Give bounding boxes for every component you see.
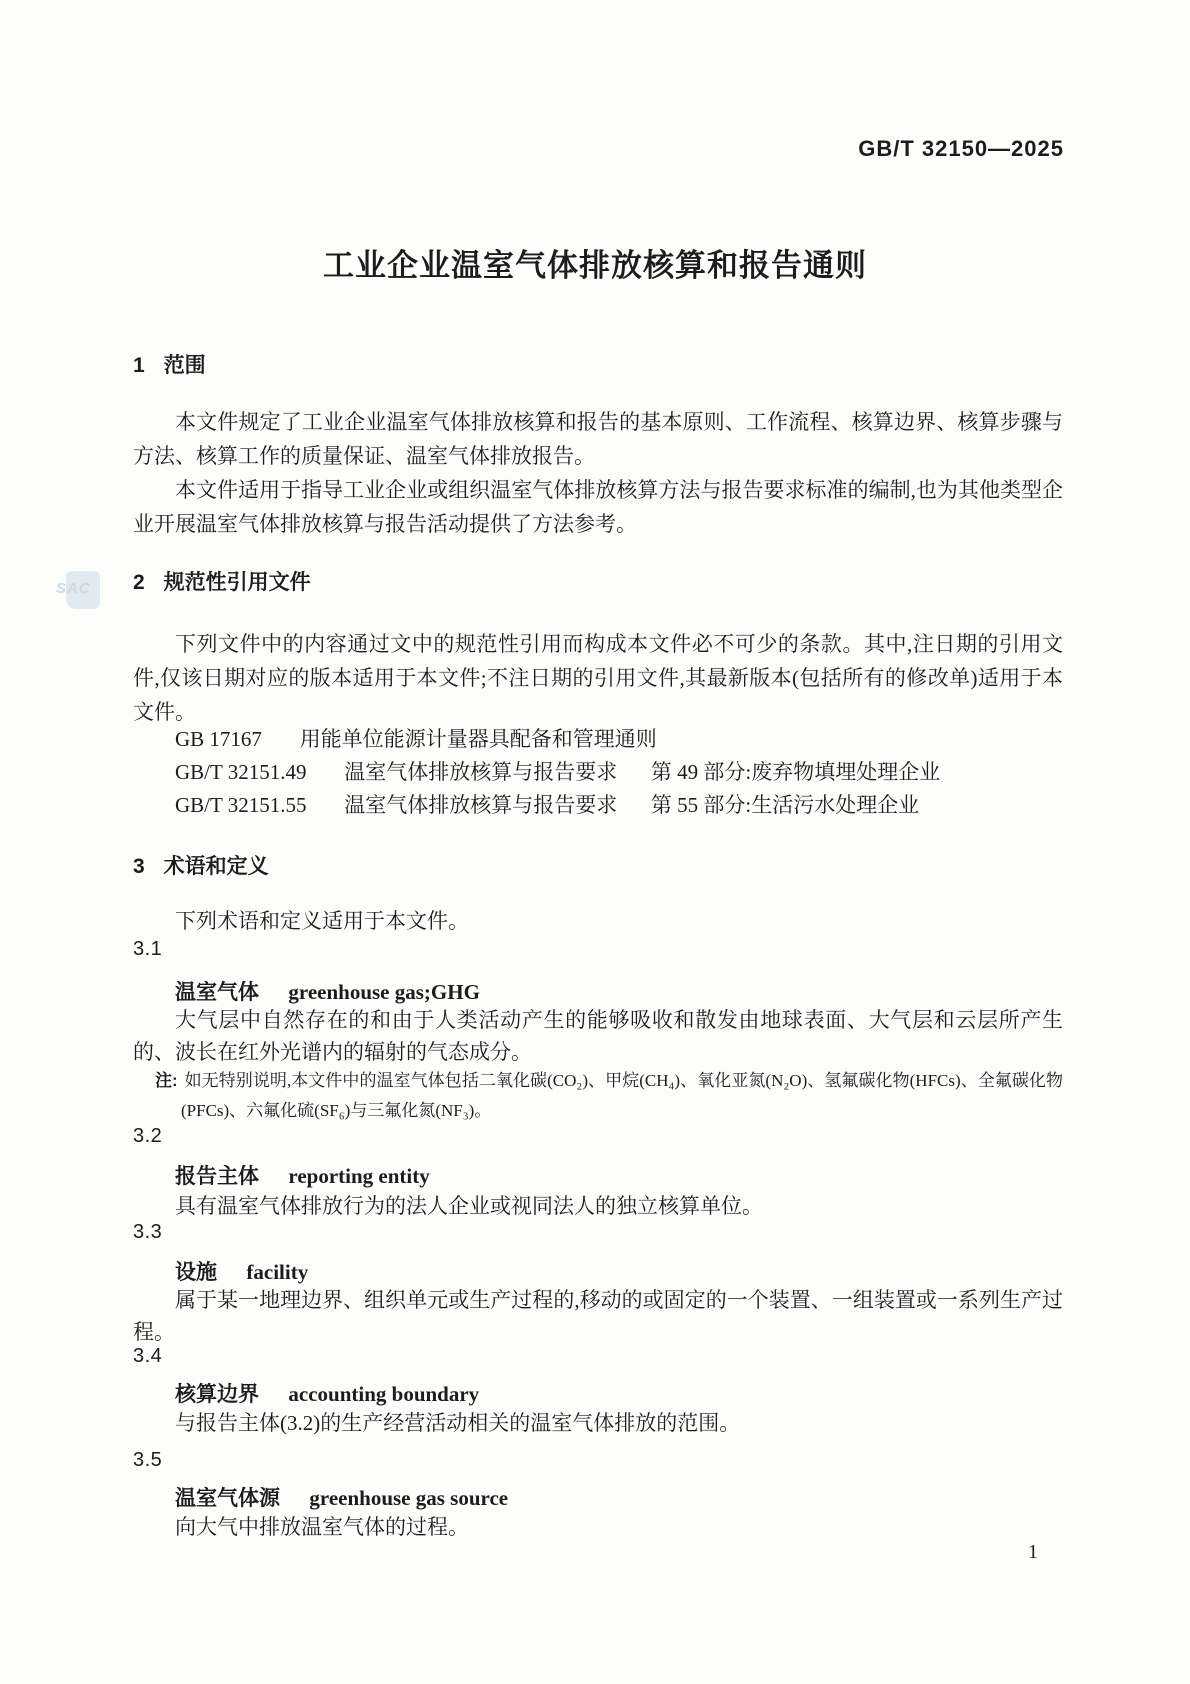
section-1-heading bbox=[133, 349, 206, 379]
term-entry-3-5 bbox=[175, 1483, 508, 1514]
section-2-body bbox=[133, 627, 1063, 729]
term-en-3-4: accounting boundary bbox=[288, 1382, 480, 1406]
note-text: 如无特别说明,本文件中的温室气体包括二氧化碳(CO₂)、甲烷(CH₄)、氧化亚氮(N₂O)、氢氟碳化物(HFCs)、全氟碳化物(PFCs)、六氟化硫(SF₆)与三氟化氮(NF₃)。 bbox=[181, 1071, 1063, 1120]
term-zh-3-2: 报告主体 bbox=[175, 1165, 259, 1188]
section-1-body bbox=[133, 405, 1063, 541]
term-definition-3-2 bbox=[133, 1190, 1063, 1222]
reference-item bbox=[175, 756, 1063, 789]
reference-item bbox=[175, 789, 1063, 822]
term-number-3-2: 3.2 bbox=[133, 1125, 163, 1147]
page-title: 工业企业温室气体排放核算和报告通则 bbox=[323, 248, 867, 283]
term-definition-text: 与报告主体(3.2)的生产经营活动相关的温室气体排放的范围。 bbox=[175, 1411, 741, 1435]
term-zh-3-5: 温室气体源 bbox=[175, 1487, 280, 1510]
term-number-3-1: 3.1 bbox=[133, 938, 163, 960]
section-3-number: 3 bbox=[133, 855, 145, 878]
reference-title: 温室气体排放核算与报告要求 bbox=[344, 760, 618, 784]
section-1-title: 范围 bbox=[163, 354, 206, 377]
reference-code: GB/T 32151.49 bbox=[175, 760, 307, 784]
term-entry-3-2 bbox=[175, 1161, 430, 1192]
note-label: 注: bbox=[155, 1071, 178, 1090]
term-definition-text: 属于某一地理边界、组织单元或生产过程的,移动的或固定的一个装置、一组装置或一系列生产过程。 bbox=[133, 1288, 1063, 1344]
term-entry-3-4 bbox=[175, 1379, 479, 1410]
term-number-3-5: 3.5 bbox=[133, 1449, 163, 1471]
section-2-title: 规范性引用文件 bbox=[163, 571, 311, 594]
reference-code: GB/T 32151.55 bbox=[175, 793, 307, 817]
term-number-3-3: 3.3 bbox=[133, 1221, 163, 1243]
reference-part: 第 49 部分:废弃物填埋处理企业 bbox=[650, 760, 941, 784]
sac-watermark-text: SAC bbox=[56, 580, 91, 597]
section-3-title: 术语和定义 bbox=[163, 855, 269, 878]
reference-title: 用能单位能源计量器具配备和管理通则 bbox=[299, 727, 657, 751]
term-definition-3-1 bbox=[133, 1004, 1063, 1068]
term-definition-text: 具有温室气体排放行为的法人企业或视同法人的独立核算单位。 bbox=[175, 1194, 763, 1218]
page-number: 1 bbox=[1028, 1541, 1038, 1563]
term-definition-3-4 bbox=[133, 1407, 1063, 1439]
section-3-heading bbox=[133, 850, 269, 880]
term-definition-3-3 bbox=[133, 1284, 1063, 1348]
term-zh-3-3: 设施 bbox=[175, 1261, 217, 1284]
reference-part: 第 55 部分:生活污水处理企业 bbox=[650, 793, 920, 817]
section-2-number: 2 bbox=[133, 571, 145, 594]
term-en-3-5: greenhouse gas source bbox=[309, 1486, 509, 1510]
note-body bbox=[155, 1066, 1063, 1126]
reference-item bbox=[175, 723, 1063, 756]
term-number-3-4: 3.4 bbox=[133, 1345, 163, 1367]
term-definition-3-5 bbox=[133, 1511, 1063, 1543]
reference-list bbox=[133, 723, 1063, 822]
section-1-number: 1 bbox=[133, 354, 145, 377]
reference-code: GB 17167 bbox=[175, 727, 262, 751]
terms-intro: 下列术语和定义适用于本文件。 bbox=[175, 909, 469, 933]
term-definition-text: 向大气中排放温室气体的过程。 bbox=[175, 1515, 469, 1539]
document-code: GB/T 32150—2025 bbox=[858, 136, 1064, 161]
scope-paragraph-1: 本文件规定了工业企业温室气体排放核算和报告的基本原则、工作流程、核算边界、核算步骤与方法、核算工作的质量保证、温室气体排放报告。 bbox=[133, 410, 1063, 468]
section-2-heading bbox=[133, 566, 311, 596]
term-en-3-3: facility bbox=[246, 1260, 309, 1284]
term-en-3-2: reporting entity bbox=[288, 1164, 430, 1188]
term-zh-3-4: 核算边界 bbox=[175, 1383, 259, 1406]
reference-title: 温室气体排放核算与报告要求 bbox=[344, 793, 618, 817]
term-zh-3-1: 温室气体 bbox=[175, 981, 259, 1004]
term-definition-text: 大气层中自然存在的和由于人类活动产生的能够吸收和散发由地球表面、大气层和云层所产生的、波长在红外光谱内的辐射的气态成分。 bbox=[133, 1008, 1063, 1064]
term-note-3-1 bbox=[133, 1066, 1063, 1126]
term-en-3-1: greenhouse gas;GHG bbox=[288, 980, 480, 1004]
normative-references-paragraph: 下列文件中的内容通过文中的规范性引用而构成本文件必不可少的条款。其中,注日期的引用文件,仅该日期对应的版本适用于本文件;不注日期的引用文件,其最新版本(包括所有的修改单)适用于本文件。 bbox=[133, 632, 1063, 724]
scope-paragraph-2: 本文件适用于指导工业企业或组织温室气体排放核算方法与报告要求标准的编制,也为其他类型企业开展温室气体排放核算与报告活动提供了方法参考。 bbox=[133, 478, 1063, 536]
